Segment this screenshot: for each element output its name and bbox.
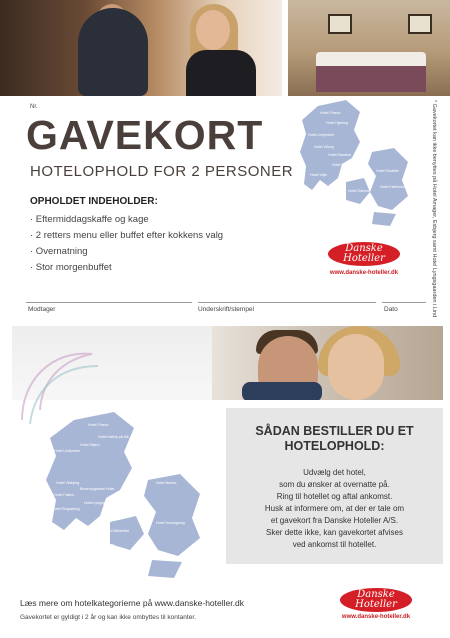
map-label: Hotel Falken: [54, 493, 75, 497]
map-label: Hotel Viborg: [314, 145, 334, 149]
read-more-text: Læs mere om hotelkategorierne på www.danske-hoteller.dk: [20, 598, 244, 608]
signature-line: [198, 302, 376, 303]
map-label: Hotel Sønderborg: [86, 543, 115, 547]
map-label: Hotel Randers: [328, 153, 351, 157]
order-line: Ring til hotellet og aftal ankomst.: [276, 492, 393, 501]
dinner-couple-photo: [0, 0, 282, 96]
side-note: * Gavekortet kan ikke benyttes på Hotel Amager, Esbjerg samt Hotel Lyngsgaarden i Lind: [431, 100, 437, 318]
received-label: Modtager: [28, 306, 56, 313]
order-line: som du ønsker at overnatte på.: [279, 480, 390, 489]
map-label: Hotel Vildbjerg: [56, 481, 80, 485]
order-line: Udvælg det hotel,: [303, 468, 366, 477]
map-label: Hotel Phønix: [320, 111, 341, 115]
page-title: GAVEKORT: [26, 112, 264, 158]
map-label: Hotel Roskilde: [376, 169, 400, 173]
received-line: [26, 302, 192, 303]
map-label: Hotel Hafnia på Alb: [98, 435, 129, 439]
map-label: Hotel Svendborg: [112, 555, 139, 559]
brand-url-bottom[interactable]: www.danske-hoteller.dk: [341, 614, 411, 620]
map-label: Hotel Vordingborg: [156, 521, 185, 525]
order-line: Sker dette ikke, kan gavekortet afvises: [266, 528, 403, 537]
danske-hoteller-logo: Danske Hoteller: [328, 242, 400, 266]
smiling-couple-photo: [212, 326, 443, 400]
map-label: Hotel Phønix: [88, 423, 109, 427]
map-label: Hotel Aarhus: [332, 163, 353, 167]
includes-item: · Overnatning: [30, 246, 88, 257]
denmark-map-top: [298, 100, 413, 235]
map-label: Hotel Limfjorden: [54, 449, 81, 453]
map-label: Hotel Hjørring: [326, 121, 349, 125]
map-label: Hotel Vejle: [310, 173, 328, 177]
order-line: ved ankomst til hotellet.: [292, 540, 377, 549]
danske-hoteller-logo-bottom: Danske Hoteller: [340, 588, 412, 612]
validity-text: Gavekortet er gyldigt i 2 år og kan ikke ombyttes til kontanter.: [20, 614, 196, 621]
includes-item: · Eftermiddagskaffe og kage: [30, 214, 149, 225]
map-label: Hotel Limfjorden: [308, 133, 335, 137]
page-subtitle: HOTELOPHOLD FOR 2 PERSONER: [30, 163, 294, 180]
map-label: Hotel Middelfart: [104, 529, 130, 533]
map-label: Hotel Ringkøbing: [52, 507, 80, 511]
map-label: Hotel Lyngsgaarden: [84, 501, 117, 505]
map-label: Bisserupgaards Hotel: [80, 487, 115, 491]
includes-item: · Stor morgenbuffet: [30, 262, 112, 273]
map-label: Hotel Skjern: [80, 443, 100, 447]
map-label: Hotel Amager: [50, 533, 72, 537]
order-heading: SÅDAN BESTILLER DU ET HOTELOPHOLD:: [255, 424, 414, 453]
order-instructions: [232, 467, 437, 551]
map-label: Hotel Odense: [348, 189, 370, 193]
order-line: et gavekort fra Danske Hoteller A/S.: [270, 516, 399, 525]
denmark-map-bottom: [44, 412, 214, 590]
order-line: Husk at informere om, at der er tale om: [264, 504, 405, 513]
brand-url[interactable]: www.danske-hoteller.dk: [329, 270, 399, 276]
map-label: Hotel Marina: [156, 481, 177, 485]
map-label: Hotel København: [380, 185, 408, 189]
date-label: Dato: [384, 306, 398, 313]
number-label: Nr.: [30, 104, 38, 110]
includes-heading: OPHOLDET INDEHOLDER:: [30, 196, 158, 207]
includes-item: · 2 retters menu eller buffet efter kokkens valg: [30, 230, 224, 241]
date-line: [382, 302, 426, 303]
hotel-room-photo: [288, 0, 450, 96]
signature-label: Underskrift/stempel: [198, 306, 254, 313]
